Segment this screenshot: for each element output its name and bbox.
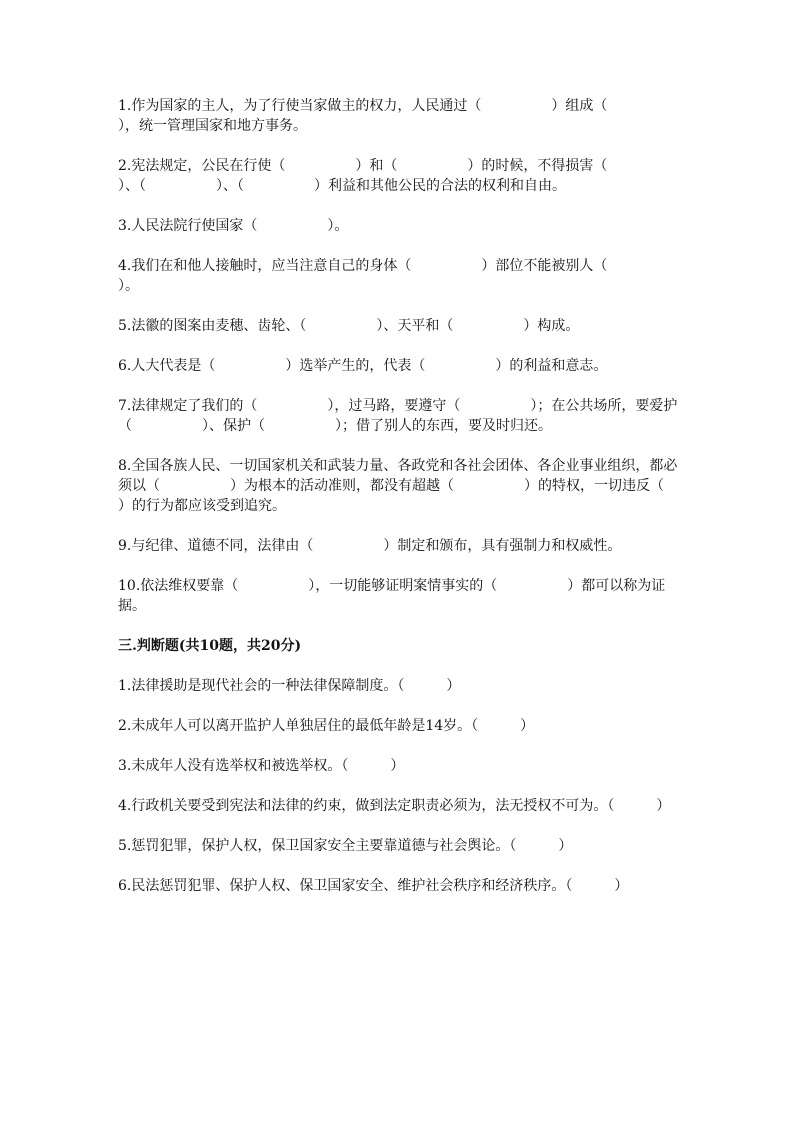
question-1: 1.作为国家的主人，为了行使当家做主的权力，人民通过（ ）组成（ ），统一管理国家和地方事务。 (118, 98, 678, 134)
judgement-question-1: 1.法律援助是现代社会的一种法律保障制度。（ ） (118, 678, 461, 694)
question-2: 2.宪法规定，公民在行使（ ）和（ ）的时候，不得损害（ ）、（ ）、（ ）利益和其他公民的合法的权利和自由。 (118, 158, 678, 194)
judgement-question-5: 5.惩罚犯罪，保护人权，保卫国家安全主要靠道德与社会舆论。（ ） (118, 838, 573, 854)
question-7: 7.法律规定了我们的（ ），过马路，要遵守（ ）；在公共场所，要爱护（ ）、保护（ ）；借了别人的东西，要及时归还。 (118, 398, 678, 434)
judgement-question-2: 2.未成年人可以离开监护人单独居住的最低年龄是14岁。（ ） (118, 718, 535, 734)
question-5: 5.法徽的图案由麦穗、齿轮、（ ）、天平和（ ）构成。 (118, 318, 580, 334)
judgement-question-4: 4.行政机关要受到宪法和法律的约束，做到法定职责必须为，法无授权不可为。（ ） (118, 798, 671, 814)
question-8: 8.全国各族人民、一切国家机关和武装力量、各政党和各社会团体、各企业事业组织，都必须以（ ）为根本的活动准则，都没有超越（ ）的特权，一切违反（ ）的行为都应该受到追究。 (118, 458, 734, 514)
question-4: 4.我们在和他人接触时，应当注意自己的身体（ ）部位不能被别人（ ）。 (118, 258, 678, 294)
document-page (118, 96, 734, 916)
question-9: 9.与纪律、道德不同，法律由（ ）制定和颁布，具有强制力和权威性。 (118, 538, 622, 554)
section-heading: 三.判断题(共10题，共20分) (118, 638, 302, 654)
question-6: 6.人大代表是（ ）选举产生的，代表（ ）的利益和意志。 (118, 358, 608, 374)
question-10: 10.依法维权要靠（ ），一切能够证明案情事实的（ ）都可以称为证据。 (118, 578, 666, 614)
question-3: 3.人民法院行使国家（ ）。 (118, 218, 349, 234)
judgement-question-6: 6.民法惩罚犯罪、保护人权、保卫国家安全、维护社会秩序和经济秩序。（ ） (118, 878, 629, 894)
judgement-question-3: 3.未成年人没有选举权和被选举权。（ ） (118, 758, 405, 774)
